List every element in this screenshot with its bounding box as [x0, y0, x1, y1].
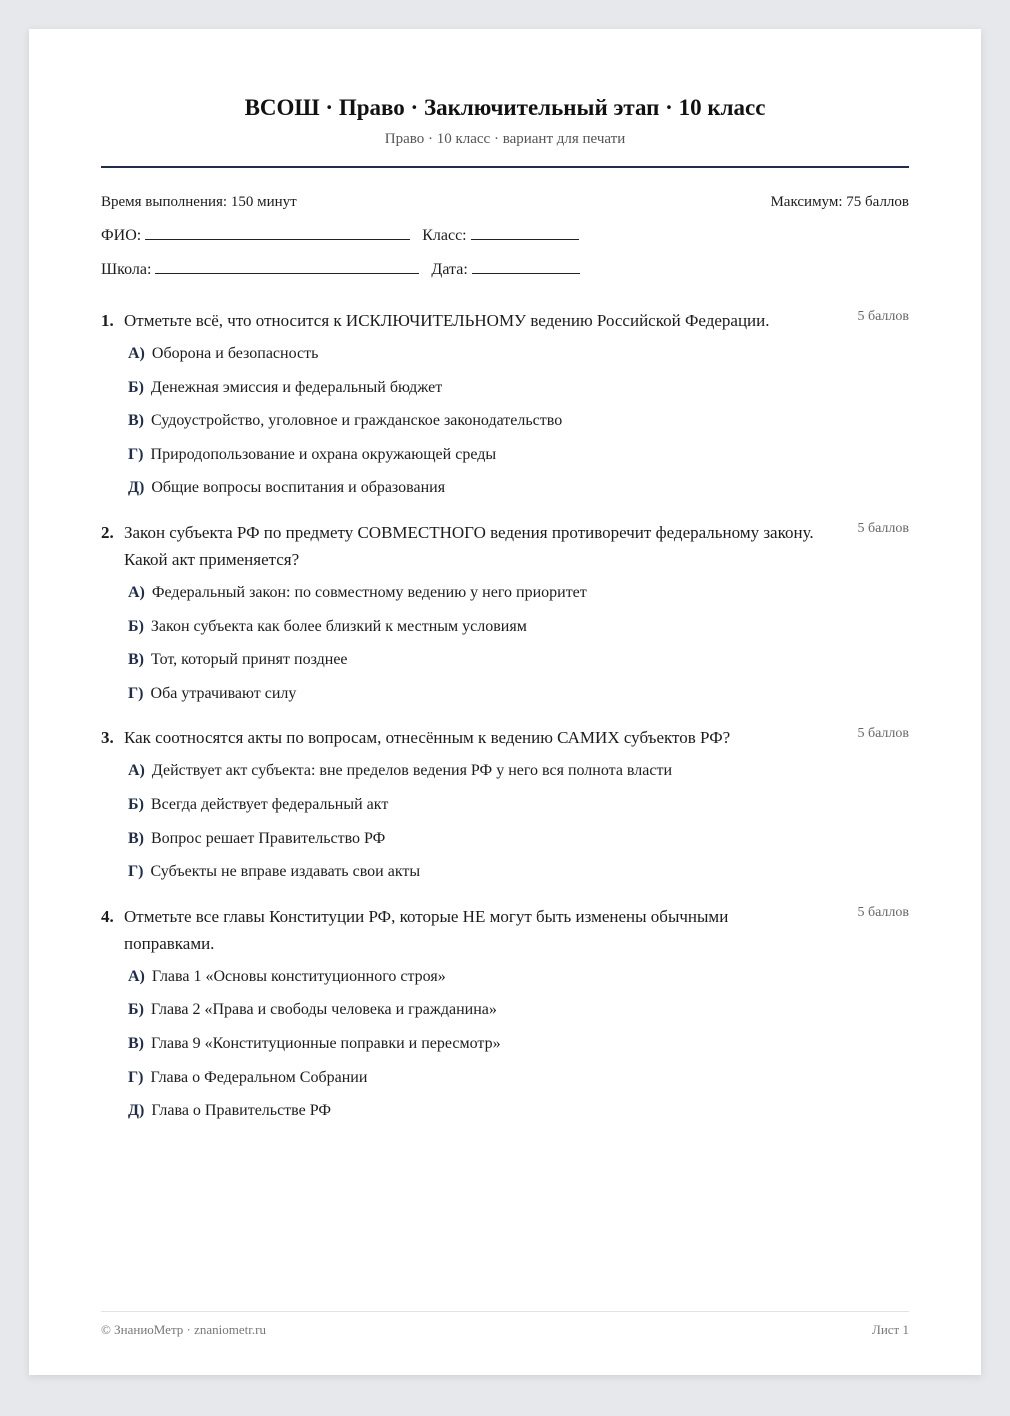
option-text: Общие вопросы воспитания и образования	[151, 479, 446, 497]
option-letter: Б)	[128, 617, 144, 635]
question-3	[101, 724, 909, 888]
question-list	[101, 307, 909, 1142]
option-g[interactable]	[128, 438, 909, 472]
option-text: Оборона и безопасность	[151, 345, 319, 362]
question-2	[101, 519, 909, 710]
option-text: Субъекты не вправе издавать свои акты	[150, 863, 421, 881]
option-text: Закон субъекта как более близкий к местным условиям	[150, 617, 527, 635]
option-v[interactable]	[128, 822, 909, 856]
option-letter: В)	[128, 651, 144, 669]
option-d[interactable]	[128, 471, 909, 505]
option-list	[128, 754, 909, 888]
option-a[interactable]	[128, 337, 909, 371]
option-text: Судоустройство, уголовное и гражданское законодательство	[151, 412, 563, 430]
option-text: Глава о Федеральном Собрании	[150, 1068, 368, 1086]
school-label: Школа:	[101, 261, 152, 278]
option-a[interactable]	[128, 576, 909, 610]
option-letter: Г)	[128, 684, 144, 702]
name-label: ФИО:	[101, 227, 142, 244]
date-field[interactable]	[472, 259, 580, 274]
option-text: Тот, который принят позднее	[151, 651, 348, 669]
option-v[interactable]	[128, 1027, 909, 1061]
question-points: 5 баллов	[857, 309, 909, 324]
option-text: Глава 1 «Основы конституционного строя»	[151, 967, 446, 985]
question-text: Отметьте все главы Конституции РФ, которые НЕ могут быть изменены обычными поправками.	[124, 906, 729, 953]
time-limit: Время выполнения: 150 минут	[101, 194, 297, 210]
question-number: 1.	[101, 311, 114, 330]
name-class-row	[101, 225, 579, 245]
option-list	[128, 576, 909, 710]
page-subtitle: Право · 10 класс · вариант для печати	[384, 131, 626, 147]
question-text: Закон субъекта РФ по предмету СОВМЕСТНОГО ведения противоречит федеральному закону. Какой акт применяется?	[124, 522, 814, 569]
option-letter: Д)	[128, 479, 145, 497]
option-letter: А)	[128, 583, 145, 601]
class-field[interactable]	[471, 225, 579, 240]
option-text: Глава о Правительстве РФ	[151, 1102, 331, 1120]
question-number: 4.	[101, 906, 114, 926]
name-field[interactable]	[145, 225, 410, 240]
option-g[interactable]	[128, 1061, 909, 1095]
question-4	[101, 903, 909, 1128]
page-content	[101, 29, 909, 1375]
option-text: Денежная эмиссия и федеральный бюджет	[150, 378, 443, 396]
option-a[interactable]	[128, 754, 909, 788]
max-score: Максимум: 75 баллов	[770, 194, 909, 210]
school-date-row	[101, 259, 580, 279]
question-points: 5 баллов	[857, 520, 909, 536]
school-field[interactable]	[155, 259, 419, 274]
option-letter: А)	[128, 762, 145, 780]
option-letter: В)	[128, 1034, 144, 1052]
option-b[interactable]	[128, 993, 909, 1027]
option-letter: Г)	[128, 1068, 144, 1086]
option-list	[128, 960, 909, 1128]
option-d[interactable]	[128, 1094, 909, 1128]
option-text: Действует акт субъекта: вне пределов ведения РФ у него вся полнота власти	[151, 762, 673, 780]
question-text: Как соотносятся акты по вопросам, отнесённым к ведению САМИХ субъектов РФ?	[124, 728, 731, 748]
header-divider	[101, 166, 909, 168]
question-number: 2.	[101, 522, 114, 542]
option-letter: Б)	[128, 378, 144, 396]
option-letter: Г)	[128, 445, 144, 463]
option-letter: А)	[128, 345, 145, 362]
footer-divider	[101, 1311, 909, 1312]
question-points: 5 баллов	[857, 904, 909, 920]
option-text: Глава 2 «Права и свободы человека и гражданина»	[150, 1001, 497, 1019]
option-text: Всегда действует федеральный акт	[150, 795, 389, 813]
date-label: Дата:	[431, 261, 468, 278]
option-text: Глава 9 «Конституционные поправки и пересмотр»	[151, 1034, 501, 1052]
option-text: Оба утрачивают силу	[150, 684, 297, 702]
option-v[interactable]	[128, 643, 909, 677]
option-letter: Б)	[128, 795, 144, 813]
question-text: Отметьте всё, что относится к ИСКЛЮЧИТЕЛЬНОМУ ведению Российской Федерации.	[124, 311, 770, 330]
option-text: Федеральный закон: по совместному ведению у него приоритет	[151, 583, 587, 601]
option-letter: Б)	[128, 1001, 144, 1019]
option-b[interactable]	[128, 371, 909, 405]
class-label: Класс:	[422, 227, 467, 244]
option-letter: Г)	[128, 863, 144, 881]
option-v[interactable]	[128, 404, 909, 438]
option-g[interactable]	[128, 677, 909, 711]
option-g[interactable]	[128, 855, 909, 889]
option-letter: В)	[128, 412, 144, 430]
page-number: Лист 1	[872, 1322, 909, 1337]
option-text: Вопрос решает Правительство РФ	[151, 829, 386, 847]
option-letter: Д)	[128, 1102, 145, 1120]
option-letter: В)	[128, 829, 144, 847]
question-points: 5 баллов	[857, 726, 909, 742]
footer-copyright: © ЗнаниоМетр · znaniometr.ru	[101, 1322, 266, 1337]
question-number: 3.	[101, 728, 114, 748]
exam-page	[29, 29, 981, 1375]
option-b[interactable]	[128, 610, 909, 644]
option-a[interactable]	[128, 960, 909, 994]
option-b[interactable]	[128, 788, 909, 822]
option-list	[128, 337, 909, 505]
page-title: ВСОШ · Право · Заключительный этап · 10 класс	[244, 95, 766, 120]
option-text: Природопользование и охрана окружающей среды	[150, 445, 497, 463]
question-1	[101, 307, 909, 505]
option-letter: А)	[128, 967, 145, 985]
